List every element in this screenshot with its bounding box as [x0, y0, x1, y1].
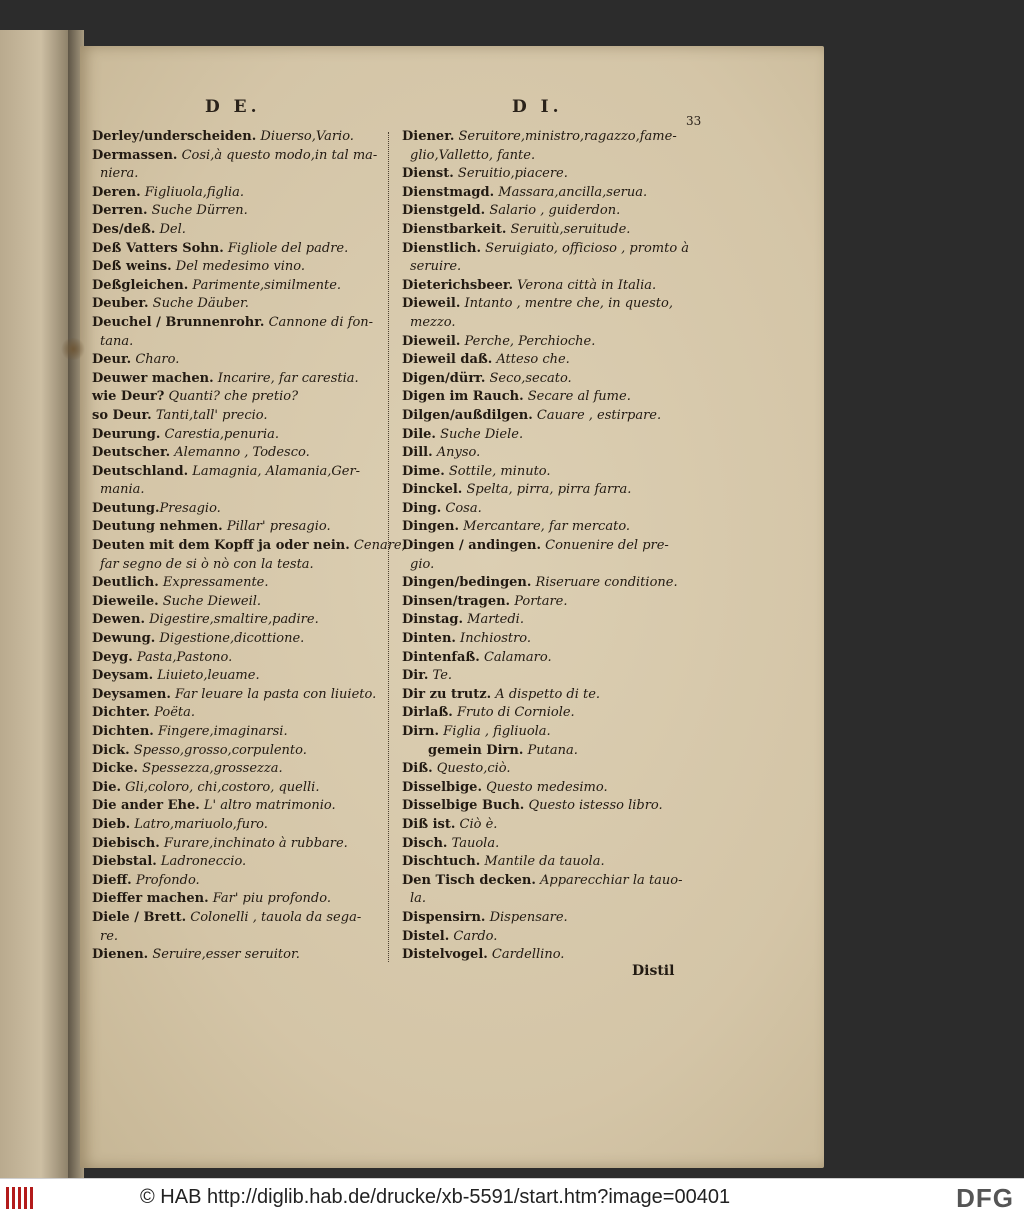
entry-translation: Presagio. [159, 500, 221, 516]
entry-translation: Questo medesimo. [481, 779, 608, 795]
entry-translation: Riseruare conditione. [531, 575, 678, 591]
entry-translation: Quanti? che pretio? [164, 389, 299, 405]
facing-page-edge [0, 30, 68, 1178]
entry-headword: Die ander Ehe. [92, 798, 200, 814]
entry-headword: Deuchel / Brunnenrohr. [92, 314, 265, 330]
catchword: Distil [632, 963, 675, 979]
dictionary-entry [402, 574, 702, 593]
dictionary-entry [402, 853, 702, 872]
dictionary-entry [92, 333, 382, 352]
entry-translation: Tauola. [447, 835, 500, 851]
dictionary-entry [402, 909, 702, 928]
entry-headword: Dewen. [92, 612, 145, 628]
entry-headword: Dienstmagd. [402, 184, 495, 200]
entry-headword: so Deur. [92, 407, 152, 423]
entry-headword: Dieb. [92, 816, 131, 832]
dictionary-entry [92, 370, 382, 389]
entry-translation: seruire. [410, 259, 462, 275]
entry-translation: Suche Dieweil. [158, 593, 262, 609]
entry-translation: L' altro matrimonio. [199, 798, 336, 814]
dictionary-entry [92, 928, 382, 947]
entry-headword: Derren. [92, 203, 148, 219]
entry-headword: Deysam. [92, 668, 154, 684]
entry-translation: A dispetto di te. [491, 686, 601, 702]
entry-translation: Questo,ciò. [432, 761, 511, 777]
dictionary-entry [402, 872, 702, 891]
entry-headword: Diß. [402, 761, 433, 777]
dictionary-entry [402, 128, 702, 147]
entry-headword: Dienen. [92, 947, 149, 963]
entry-headword: Dienstbarkeit. [402, 221, 507, 237]
entry-headword: Dichter. [92, 705, 151, 721]
entry-translation: Carestia,penuria. [160, 426, 280, 442]
entry-headword: Dieweile. [92, 593, 159, 609]
hab-barcode-icon [6, 1187, 34, 1209]
dictionary-entry [402, 407, 702, 426]
entry-headword: Dieweil. [402, 296, 461, 312]
entry-translation: Seruitore,ministro,ragazzo,fame- [454, 129, 677, 144]
dictionary-entry [92, 630, 382, 649]
dfg-logo: DFG [956, 1183, 1014, 1213]
entry-translation: Digestione,dicottione. [155, 631, 305, 647]
entry-headword: Dingen. [402, 519, 460, 535]
entry-translation: Far' piu profondo. [208, 891, 331, 907]
entry-headword: wie Deur? [92, 389, 165, 405]
entry-headword: Deutung. [92, 500, 160, 516]
entry-translation: Cenare, [349, 538, 406, 554]
entry-headword: Deß weins. [92, 259, 172, 275]
entry-translation: Perche, Perchioche. [460, 333, 596, 349]
entry-headword: Den Tisch decken. [402, 872, 536, 888]
dictionary-entry [92, 388, 382, 407]
dictionary-entry [402, 518, 702, 537]
entry-headword: Dieweil daß. [402, 352, 493, 368]
entry-translation: Furare,inchinato à rubbare. [159, 835, 348, 851]
entry-headword: Dirlaß. [402, 705, 453, 721]
entry-translation: Anyso. [432, 445, 481, 461]
entry-headword: Dingen / andingen. [402, 538, 541, 554]
entry-translation: Verona città in Italia. [513, 277, 657, 293]
entry-headword: Ding. [402, 500, 442, 516]
dictionary-entry [402, 667, 702, 686]
entry-translation: Seruitio,piacere. [453, 166, 568, 182]
dictionary-entry [92, 481, 382, 500]
entry-headword: Deutung nehmen. [92, 519, 223, 535]
entry-headword: Deßgleichen. [92, 277, 189, 293]
entry-translation: Alemanno , Todesco. [170, 445, 310, 461]
dictionary-entry [402, 258, 702, 277]
entry-headword: Dichten. [92, 724, 154, 739]
entry-headword: Die. [92, 779, 122, 795]
dictionary-entry [92, 500, 382, 519]
entry-headword: Dingen/bedingen. [402, 575, 532, 591]
entry-headword: Deuber. [92, 296, 149, 312]
dictionary-entry [402, 388, 702, 407]
entry-headword: Dewung. [92, 631, 156, 647]
dictionary-entry [92, 314, 382, 333]
entry-headword: Dieff. [92, 872, 132, 888]
page-stain [60, 338, 86, 360]
entry-translation: Liuieto,leuame. [153, 668, 260, 684]
entry-translation: Ladroneccio. [156, 854, 247, 870]
entry-translation: Cosa. [441, 500, 482, 516]
dictionary-entry [402, 556, 702, 575]
entry-translation: Martedi. [463, 612, 524, 628]
entry-headword: Dieterichsbeer. [402, 277, 514, 293]
dictionary-entry [92, 556, 382, 575]
entry-headword: gemein Dirn. [428, 742, 524, 758]
entry-headword: Dinten. [402, 631, 456, 647]
dictionary-entry [92, 686, 382, 705]
dictionary-entry [92, 444, 382, 463]
dictionary-entry [92, 407, 382, 426]
entry-headword: Deuwer machen. [92, 370, 214, 386]
entry-translation: Portare. [510, 593, 568, 609]
entry-translation: Sottile, minuto. [444, 463, 551, 479]
entry-headword: Distelvogel. [402, 947, 488, 963]
entry-translation: Massara,ancilla,serua. [494, 184, 648, 200]
entry-headword: Dienstlich. [402, 240, 482, 256]
entry-translation: re. [100, 928, 119, 944]
entry-translation: Cardo. [449, 928, 498, 944]
dictionary-entry [402, 444, 702, 463]
dictionary-entry [402, 351, 702, 370]
dictionary-entry [402, 463, 702, 482]
dictionary-entry [402, 537, 702, 556]
dictionary-entry [92, 426, 382, 445]
dictionary-entry [92, 704, 382, 723]
dictionary-entry [402, 165, 702, 184]
dictionary-entry [92, 649, 382, 668]
entry-headword: Deren. [92, 184, 141, 200]
entry-headword: Dill. [402, 445, 433, 461]
dictionary-entry [92, 779, 382, 798]
entry-translation: Digestire,smaltire,padire. [144, 612, 319, 628]
dictionary-entry [92, 742, 382, 761]
dictionary-entry [92, 295, 382, 314]
dictionary-entry [402, 816, 702, 835]
entry-headword: Deutlich. [92, 575, 159, 591]
dictionary-entry [92, 240, 382, 259]
entry-translation: niera. [100, 166, 139, 182]
entry-headword: Deuten mit dem Kopff ja oder nein. [92, 538, 350, 554]
entry-headword: Deutscher. [92, 445, 171, 461]
copyright-url[interactable]: © HAB http://diglib.hab.de/drucke/xb-5591/start.htm?image=00401 [140, 1186, 731, 1208]
entry-translation: Gli,coloro, chi,costoro, quelli. [121, 779, 320, 795]
entry-headword: Deyg. [92, 649, 133, 665]
dictionary-entry [402, 295, 702, 314]
entry-translation: Colonelli , tauola da sega- [186, 909, 362, 925]
dictionary-entry [92, 946, 382, 965]
dictionary-entry [402, 797, 702, 816]
dictionary-entry [92, 909, 382, 928]
entry-headword: Disselbige Buch. [402, 798, 525, 814]
entry-translation: Apparecchiar la tauo- [535, 872, 683, 888]
entry-translation: Suche Däuber. [148, 296, 249, 312]
entry-translation: Atteso che. [492, 352, 570, 368]
entry-headword: Dinstag. [402, 612, 464, 628]
entry-translation: Seco,secato. [485, 370, 572, 386]
entry-headword: Dischtuch. [402, 854, 481, 870]
dictionary-entry [402, 946, 702, 965]
entry-headword: Diele / Brett. [92, 909, 187, 925]
dictionary-entry [402, 277, 702, 296]
dictionary-entry [92, 574, 382, 593]
dictionary-entry [402, 723, 702, 742]
entry-headword: Digen/dürr. [402, 370, 486, 386]
dictionary-entry [402, 221, 702, 240]
entry-translation: gio. [410, 556, 435, 572]
entry-translation: Putana. [523, 742, 578, 758]
entry-translation: Seruitù,seruitude. [506, 221, 631, 237]
entry-headword: Dienstgeld. [402, 203, 486, 219]
entry-translation: Expressamente. [158, 575, 269, 591]
dictionary-entry [92, 463, 382, 482]
entry-translation: Spelta, pirra, pirra farra. [462, 482, 632, 498]
dictionary-entry [92, 537, 406, 556]
footer-bar [0, 1178, 1024, 1216]
dictionary-entry [402, 742, 702, 761]
dictionary-entry [92, 147, 382, 166]
entry-translation: Ciò è. [455, 816, 498, 832]
dictionary-entry [402, 500, 702, 519]
entry-headword: Dermassen. [92, 147, 178, 163]
dictionary-entry [402, 147, 702, 166]
dictionary-entry [402, 686, 702, 705]
dictionary-entry [92, 611, 382, 630]
entry-translation: Inchiostro. [455, 631, 532, 647]
dictionary-entry [402, 760, 702, 779]
running-head-left: D E. [205, 97, 261, 117]
entry-translation: Spessezza,grossezza. [137, 761, 283, 777]
dictionary-entry [92, 165, 382, 184]
dictionary-entry [402, 333, 702, 352]
entry-translation: Suche Dürren. [147, 203, 248, 219]
entry-translation: Cannone di fon- [264, 314, 374, 330]
dictionary-entry [92, 128, 382, 147]
entry-translation: Cauare , estirpare. [532, 407, 662, 423]
entry-headword: Deurung. [92, 426, 161, 442]
entry-translation: Del. [155, 221, 186, 237]
entry-translation: Mercantare, far mercato. [459, 519, 631, 535]
dictionary-entry [92, 258, 382, 277]
dictionary-entry [92, 872, 382, 891]
dictionary-entry [92, 760, 382, 779]
dictionary-entry [402, 314, 702, 333]
dictionary-entry [402, 928, 702, 947]
entry-translation: Calamaro. [479, 649, 552, 665]
entry-headword: Diebisch. [92, 835, 160, 851]
entry-translation: Poëta. [150, 705, 196, 721]
dictionary-entry [402, 835, 702, 854]
entry-translation: Figliole del padre. [223, 240, 349, 256]
dictionary-entry [402, 630, 702, 649]
entry-translation: Cardellino. [487, 947, 565, 963]
entry-headword: Dieweil. [402, 333, 461, 349]
entry-headword: Deysamen. [92, 686, 171, 702]
entry-headword: Deutschland. [92, 463, 189, 479]
entry-headword: Dile. [402, 426, 436, 442]
entry-translation: Spesso,grosso,corpulento. [129, 742, 307, 758]
entry-translation: Latro,mariuolo,furo. [130, 816, 268, 832]
entry-translation: tana. [100, 333, 134, 349]
dictionary-entry [92, 593, 382, 612]
entry-translation: far segno de si ò nò con la testa. [100, 556, 314, 572]
entry-headword: Dick. [92, 742, 130, 758]
entry-headword: Dintenfaß. [402, 649, 480, 665]
entry-headword: Derley/underscheiden. [92, 129, 257, 144]
entry-translation: Tanti,tall' precio. [151, 407, 268, 423]
dictionary-entry [402, 184, 702, 203]
entry-translation: Mantile da tauola. [480, 854, 605, 870]
entry-translation: Lamagnia, Alamania,Ger- [188, 463, 361, 479]
entry-translation: Te. [428, 668, 453, 684]
entry-headword: Dinsen/tragen. [402, 593, 511, 609]
entry-headword: Deß Vatters Sohn. [92, 240, 224, 256]
entry-headword: Dir zu trutz. [402, 686, 492, 702]
dictionary-entry [402, 779, 702, 798]
dictionary-entry [402, 370, 702, 389]
entry-headword: Dilgen/außdilgen. [402, 407, 533, 423]
entry-translation: Pasta,Pastono. [132, 649, 233, 665]
entry-translation: Figliuola,figlia. [140, 184, 245, 200]
dictionary-entry [402, 426, 702, 445]
entry-headword: Dienst. [402, 166, 454, 182]
dictionary-entry [402, 593, 702, 612]
entry-translation: Suche Diele. [435, 426, 524, 442]
entry-translation: mania. [100, 482, 145, 498]
entry-headword: Dime. [402, 463, 445, 479]
entry-translation: Questo istesso libro. [524, 798, 663, 814]
entry-translation: Incarire, far carestia. [213, 370, 359, 386]
dictionary-entry [92, 890, 382, 909]
dictionary-entry [92, 518, 382, 537]
entry-translation: Conuenire del pre- [540, 538, 669, 554]
entry-headword: Diebstal. [92, 854, 157, 870]
entry-translation: Profondo. [131, 872, 200, 888]
entry-headword: Des/deß. [92, 221, 156, 237]
entry-translation: Salario , guiderdon. [485, 203, 621, 219]
entry-translation: Fingere,imaginarsi. [153, 724, 288, 739]
entry-translation: Diuerso,Vario. [256, 129, 354, 144]
entry-translation: Secare al fume. [523, 389, 631, 405]
entry-translation: mezzo. [410, 314, 456, 330]
entry-headword: Digen im Rauch. [402, 389, 524, 405]
entry-translation: Pillar' presagio. [222, 519, 331, 535]
entry-headword: Distel. [402, 928, 450, 944]
entry-translation: glio,Valletto, fante. [410, 147, 536, 163]
entry-headword: Diß ist. [402, 816, 456, 832]
entry-translation: Seruire,esser seruitor. [148, 947, 300, 963]
entry-translation: Parimente,similmente. [188, 277, 342, 293]
entry-translation: Dispensare. [485, 909, 568, 925]
dictionary-entry [402, 704, 702, 723]
entry-translation: Figlia , figliuola. [439, 724, 551, 739]
entry-headword: Dinckel. [402, 482, 463, 498]
dictionary-entry [92, 351, 382, 370]
entry-headword: Dispensirn. [402, 909, 486, 925]
dictionary-entry [92, 853, 382, 872]
entry-translation: Del medesimo vino. [171, 259, 305, 275]
entry-headword: Dir. [402, 668, 429, 684]
dictionary-entry [92, 797, 382, 816]
right-column [402, 128, 702, 965]
dictionary-entry [402, 611, 702, 630]
dictionary-entry [92, 184, 382, 203]
entry-translation: Intanto , mentre che, in questo, [460, 296, 673, 312]
dictionary-entry [92, 667, 382, 686]
entry-translation: Far leuare la pasta con liuieto. [170, 686, 377, 702]
dictionary-entry [402, 240, 702, 259]
entry-headword: Dieffer machen. [92, 891, 209, 907]
entry-headword: Dicke. [92, 761, 138, 777]
dictionary-entry [92, 723, 382, 742]
left-column [92, 128, 406, 965]
entry-translation: Seruigiato, officioso , promto à [481, 240, 690, 256]
entry-headword: Deur. [92, 352, 132, 368]
entry-translation: Fruto di Corniole. [452, 705, 575, 721]
entry-headword: Disselbige. [402, 779, 482, 795]
entry-translation: la. [410, 891, 427, 907]
entry-headword: Disch. [402, 835, 448, 851]
running-head-right: D I. [512, 97, 563, 117]
entry-headword: Diener. [402, 129, 455, 144]
page-number: 33 [686, 114, 702, 128]
entry-headword: Dirn. [402, 724, 440, 739]
dictionary-entry [402, 481, 702, 500]
dictionary-entry [92, 277, 382, 296]
entry-translation: Charo. [131, 352, 180, 368]
entry-translation: Cosi,à questo modo,in tal ma- [177, 147, 378, 163]
dictionary-entry [92, 221, 382, 240]
dictionary-entry [402, 202, 702, 221]
dictionary-entry [92, 202, 382, 221]
dictionary-entry [92, 835, 382, 854]
dictionary-entry [92, 816, 382, 835]
dictionary-entry [402, 890, 702, 909]
dictionary-entry [402, 649, 702, 668]
